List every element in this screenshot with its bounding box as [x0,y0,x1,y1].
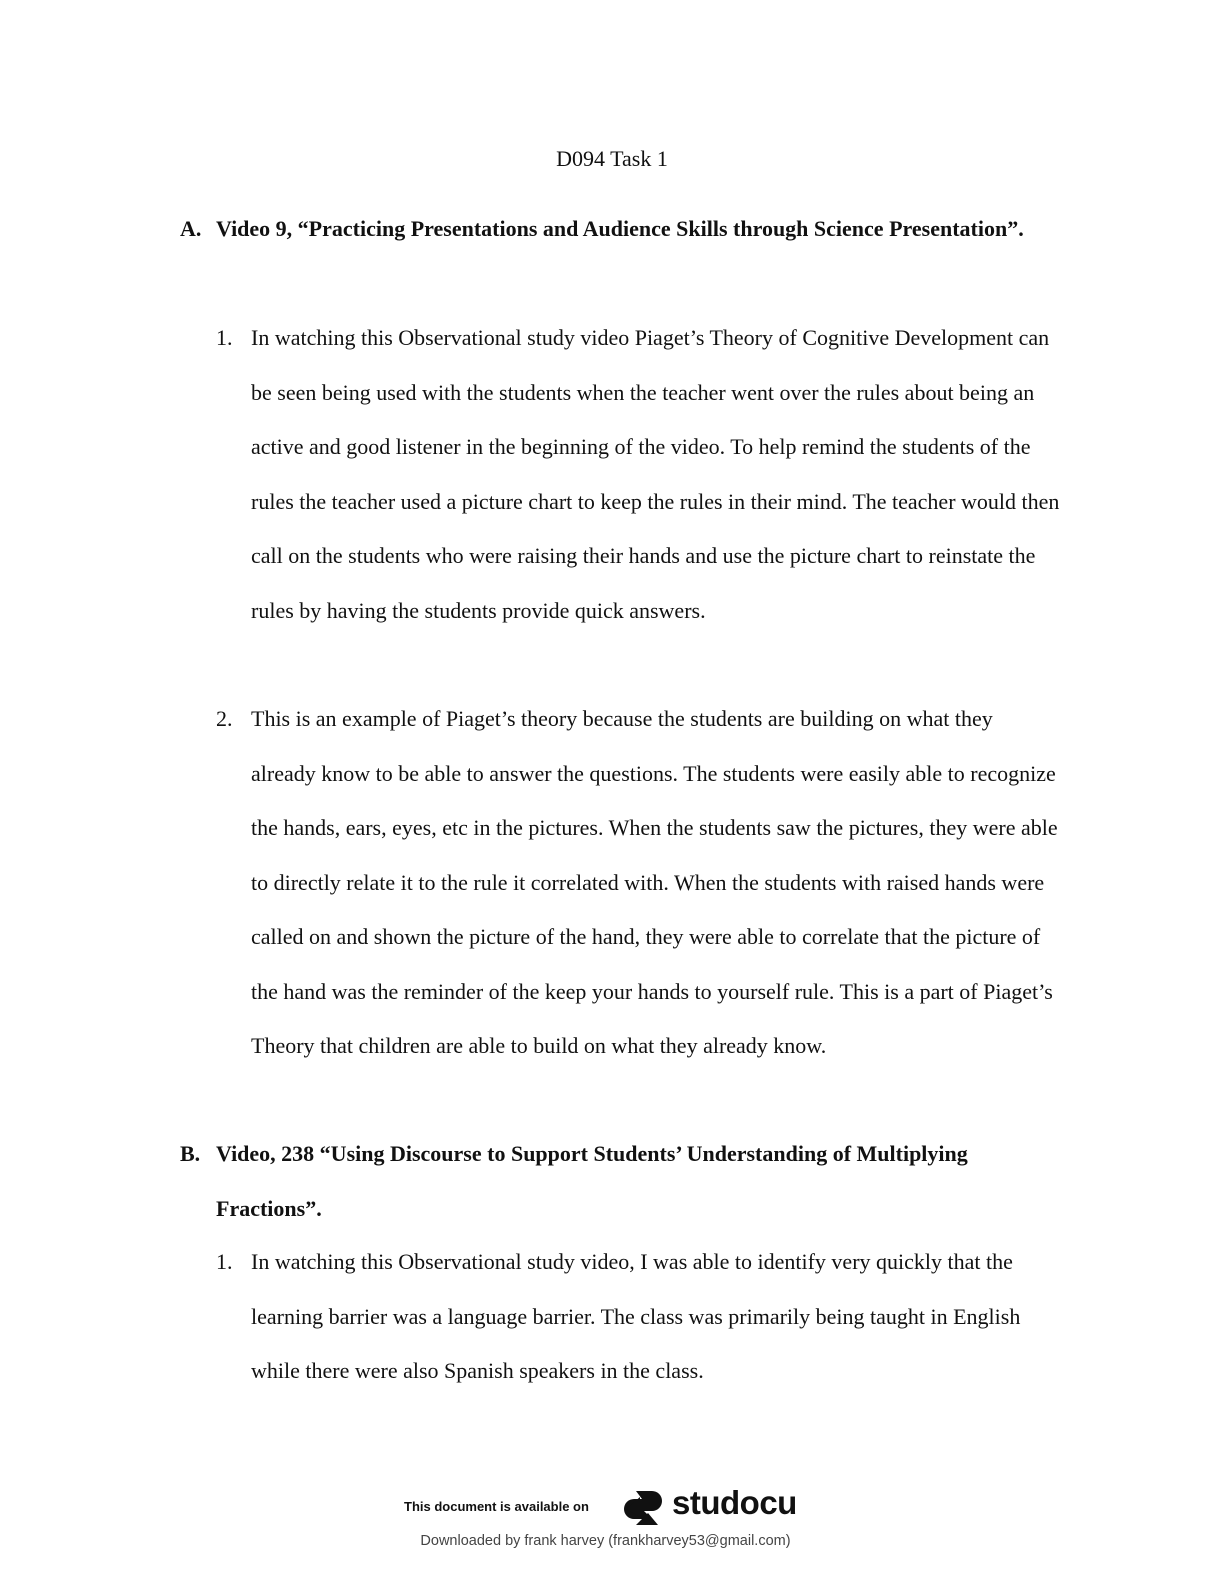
section-heading-text: Video, 238 “Using Discourse to Support Students’ Understanding of Multiplying Fractions”. [216,1141,968,1221]
list-item-number: 1. [216,325,233,350]
list-item-text: This is an example of Piaget’s theory because the students are building on what they already know to be able to answer the questions. The students were easily able to recognize the hands, ears, eyes, etc in the pictures. When the students saw the pictures, they were able to directly relate it to the rule it correlated with. When the students with raised hands were called on and shown the picture of the hand, they were able to correlate that the picture of the hand was the reminder of the keep your hands to yourself rule. This is a part of Piaget’s Theory that children are able to build on what they already know. [251,706,1058,1058]
download-attribution: Downloaded by frank harvey (frankharvey53@gmail.com) [420,1533,791,1549]
document-title: D094 Task 1 [556,146,668,171]
section-letter: A. [180,216,202,241]
studocu-brand-name: studocu [672,1484,797,1521]
page-footer [0,1478,1224,1568]
list-item-number: 2. [216,706,233,731]
section-letter: B. [180,1141,201,1166]
list-item [216,311,1061,638]
studocu-logo-icon [622,1487,666,1529]
list-item [216,692,1061,1074]
available-on-text: This document is available on [404,1499,589,1514]
section-a-heading [180,202,1060,257]
studocu-banner[interactable] [404,1484,824,1532]
list-item-number: 1. [216,1249,233,1274]
list-item-text: In watching this Observational study video Piaget’s Theory of Cognitive Development can be seen being used with the students when the teacher went over the rules about being an active and good listener in the beginning of the video. To help remind the students of the rules the teacher used a picture chart to keep the rules in their mind. The teacher would then call on the students who were raising their hands and use the picture chart to reinstate the rules by having the students provide quick answers. [251,325,1060,623]
list-item-text: In watching this Observational study video, I was able to identify very quickly that the learning barrier was a language barrier. The class was primarily being taught in English while there were also Spanish speakers in the class. [251,1249,1021,1383]
section-b-heading [180,1127,1060,1236]
section-heading-text: Video 9, “Practicing Presentations and Audience Skills through Science Presentation”. [216,216,1024,241]
list-item [216,1235,1061,1399]
